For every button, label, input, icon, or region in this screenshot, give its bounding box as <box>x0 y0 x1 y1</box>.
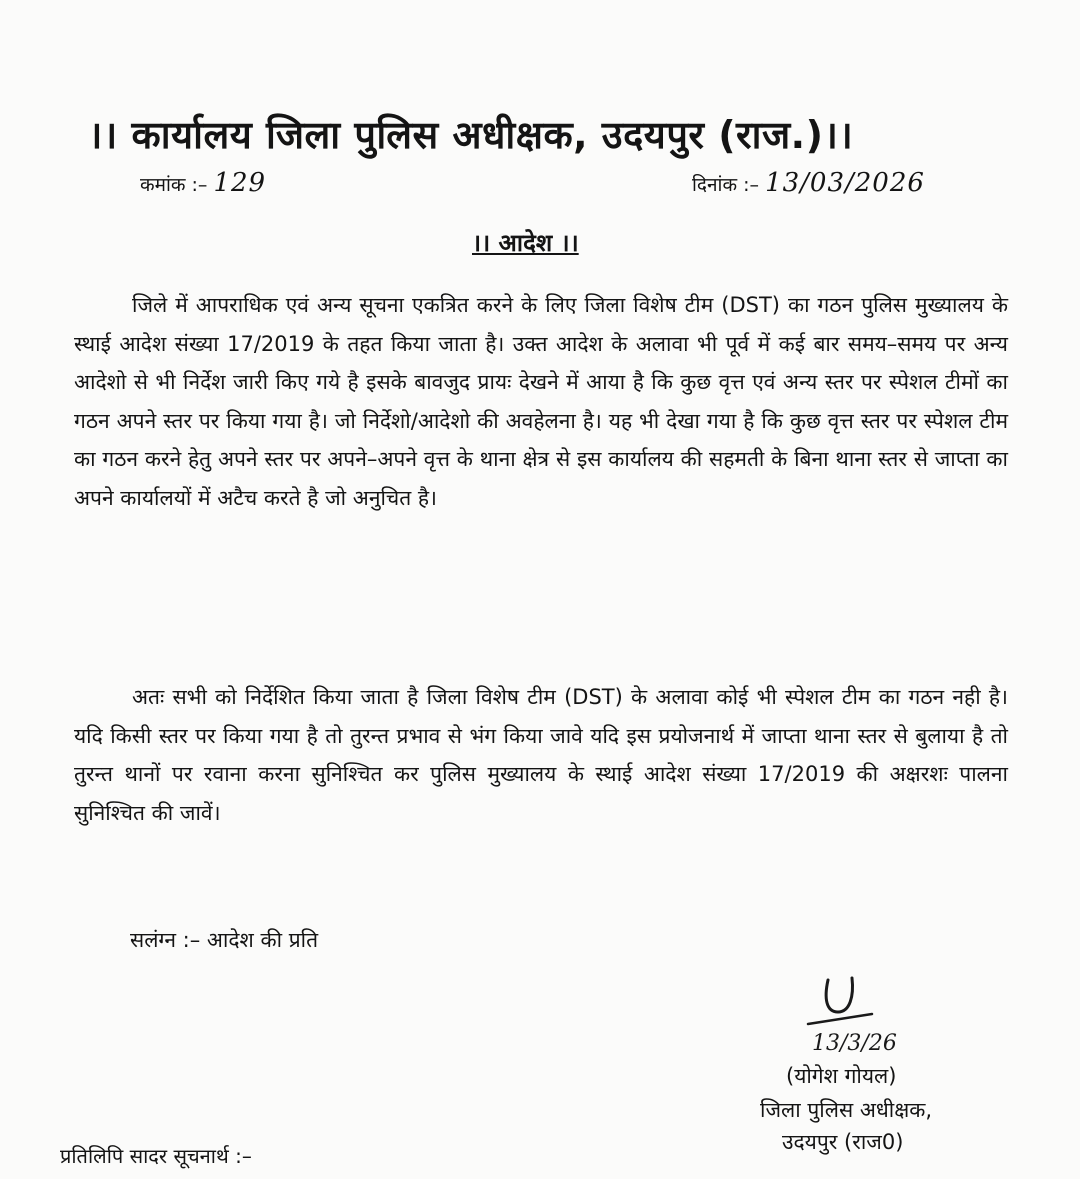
signature-date: 13/3/26 <box>812 1031 897 1056</box>
date-label: दिनांक :– <box>692 174 760 196</box>
body-paragraph-1 <box>74 286 1008 518</box>
body-paragraph-2 <box>74 678 1008 832</box>
signatory-designation: जिला पुलिस अधीक्षक, <box>760 1098 933 1122</box>
date-value: 13/03/2026 <box>765 168 925 198</box>
copy-to-line: प्रतिलिपि सादर सूचनार्थ :– <box>60 1144 252 1168</box>
body-paragraph-2-text: अतः सभी को निर्देशित किया जाता है जिला विशेष टीम (DST) के अलावा कोई भी स्पेशल टीम का गठन नही है। यदि किसी स्तर पर किया गया है तो तुरन्त प्रभाव से भंग किया जावे यदि इस प्रयोजनार्थ में जाप्ता थाना स्तर से बुलाया है तो तुरन्त थानों पर रवाना करना सुनिश्चित कर पुलिस मुख्यालय के स्थाई आदेश संख्या 17/2019 की अक्षरशः पालना सुनिश्चित की जावें। <box>74 685 1008 825</box>
office-title: ।। कार्यालय जिला पुलिस अधीक्षक, उदयपुर (राज.)।। <box>88 113 854 157</box>
reference-number <box>140 168 266 198</box>
order-date <box>692 168 925 198</box>
handwritten-signature <box>794 968 914 1064</box>
reference-value: 129 <box>213 168 267 198</box>
reference-label: कमांक :– <box>140 174 208 196</box>
signatory-place: उदयपुर (राज0) <box>782 1130 904 1154</box>
body-paragraph-1-text: जिले में आपराधिक एवं अन्य सूचना एकत्रित करने के लिए जिला विशेष टीम (DST) का गठन पुलिस मुख्यालय के स्थाई आदेश संख्या 17/2019 के तहत किया जाता है। उक्त आदेश के अलावा भी पूर्व में कई बार समय–समय पर अन्य आदेशो से भी निर्देश जारी किए गये है इसके बावजुद प्रायः देखने में आया है कि कुछ वृत्त एवं अन्य स्तर पर स्पेशल टीमों का गठन अपने स्तर पर किया गया है। जो निर्देशो/आदेशो की अवहेलना है। यह भी देखा गया है कि कुछ वृत्त स्तर पर स्पेशल टीम का गठन करने हेतु अपने स्तर पर अपने–अपने वृत्त के थाना क्षेत्र से इस कार्यालय की सहमती के बिना थाना स्तर से जाप्ता का अपने कार्यालयों में अटैच करते है जो अनुचित है। <box>74 293 1008 510</box>
signatory-name: (योगेश गोयल) <box>786 1064 897 1088</box>
enclosure-note: सलंग्न :– आदेश की प्रति <box>130 928 319 952</box>
order-heading: ।। आदेश ।। <box>472 229 579 257</box>
